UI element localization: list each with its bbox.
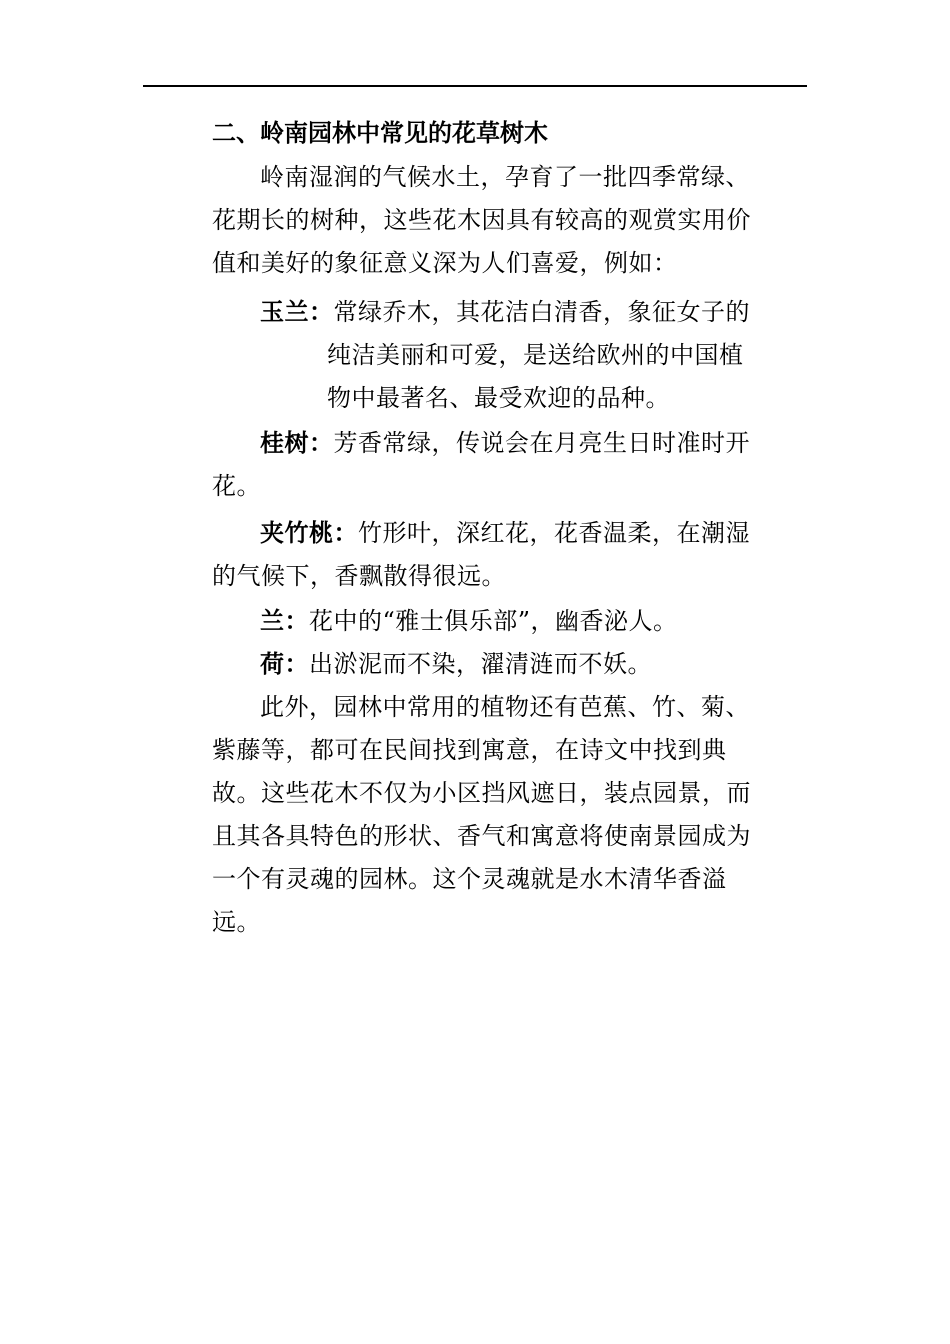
entry-term: 荷： xyxy=(260,650,309,678)
closing-paragraph: 此外，园林中常用的植物还有芭蕉、竹、菊、紫藤等，都可在民间找到寓意，在诗文中找到典故。这些花木不仅为小区挡风遮日，装点园景，而且其各具特色的形状、香气和寓意将使南景园成为一个有灵魂的园林。这个灵魂就是水木清华香溢远。 xyxy=(212,693,751,936)
entry-he xyxy=(212,643,752,686)
entry-text: 竹形叶，深红花，花香温柔，在潮湿的气候下，香飘散得很远。 xyxy=(212,519,750,590)
entry-term: 夹竹桃： xyxy=(260,519,358,547)
intro-paragraph: 岭南湿润的气候水土，孕育了一批四季常绿、花期长的树种，这些花木因具有较高的观赏实用价值和美好的象征意义深为人们喜爱，例如： xyxy=(212,163,751,277)
entry-text: 芳香常绿，传说会在月亮生日时准时开花。 xyxy=(212,429,750,500)
entry-lan xyxy=(212,600,752,643)
section-heading: 二、岭南园林中常见的花草树木 xyxy=(212,119,548,147)
document-body xyxy=(212,110,752,944)
entry-text: 花中的“雅士俱乐部”，幽香泌人。 xyxy=(309,607,678,635)
entry-jiazhutao xyxy=(212,512,752,598)
entry-term: 玉兰： xyxy=(260,298,334,326)
entry-term: 桂树： xyxy=(260,429,334,457)
entry-text: 出淤泥而不染，濯清涟而不妖。 xyxy=(309,650,652,678)
entry-term: 兰： xyxy=(260,607,309,635)
entry-yulan xyxy=(212,291,752,420)
entry-text: 常绿乔木，其花洁白清香，象征女子的纯洁美丽和可爱，是送给欧州的中国植物中最著名、最受欢迎的品种。 xyxy=(327,298,750,412)
entry-guishu xyxy=(212,422,752,508)
header-rule xyxy=(143,85,807,87)
